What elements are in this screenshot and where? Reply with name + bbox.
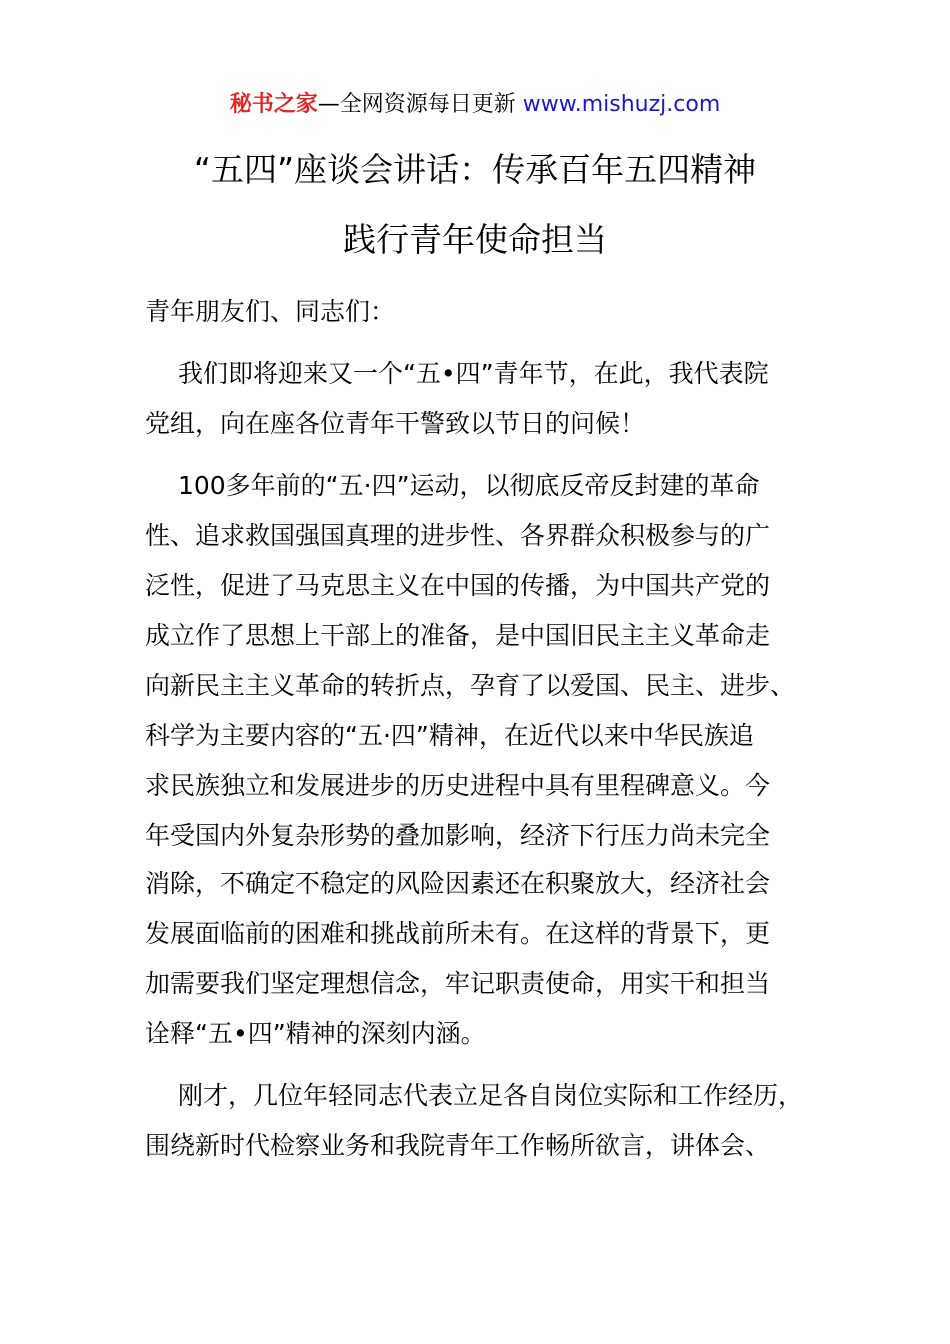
paragraph-line: 年受国内外复杂形势的叠加影响，经济下行压力尚未完全 (145, 821, 771, 850)
paragraph-line: 科学为主要内容的“五·四”精神，在近代以来中华民族追 (145, 721, 754, 750)
paragraph-line: 求民族独立和发展进步的历史进程中具有里程碑意义。今 (145, 771, 771, 800)
document-title-line-1: “五四”座谈会讲话：传承百年五四精神 (193, 150, 757, 189)
paragraph-line: 消除，不确定不稳定的风险因素还在积聚放大，经济社会 (145, 869, 771, 898)
site-header (0, 88, 950, 122)
paragraph-line: 泛性，促进了马克思主义在中国的传播，为中国共产党的 (145, 571, 771, 600)
paragraph-line: 加需要我们坚定理想信念，牢记职责使命，用实干和担当 (145, 969, 771, 998)
salutation: 青年朋友们、同志们： (145, 297, 396, 326)
document-title-line-2: 践行青年使命担当 (343, 220, 607, 259)
paragraph-line: 诠释“五•四”精神的深刻内涵。 (145, 1019, 486, 1048)
paragraph-line: 围绕新时代检察业务和我院青年工作畅所欲言，讲体会、 (145, 1131, 771, 1160)
paragraph-line: 100多年前的“五·四”运动，以彻底反帝反封建的革命 (145, 471, 760, 500)
paragraph-line: 我们即将迎来又一个“五•四”青年节，在此，我代表院 (145, 359, 769, 388)
site-url-link[interactable]: www.mishuzj.com (522, 92, 721, 117)
site-slogan: —全网资源每日更新 (317, 92, 523, 117)
paragraph-line: 成立作了思想上干部上的准备，是中国旧民主主义革命走 (145, 621, 771, 650)
paragraph-line: 刚才，几位年轻同志代表立足各自岗位实际和工作经历， (145, 1081, 803, 1110)
paragraph-line: 向新民主主义革命的转折点，孕育了以爱国、民主、进步、 (145, 671, 796, 700)
paragraph-line: 性、追求救国强国真理的进步性、各界群众积极参与的广 (145, 521, 771, 550)
paragraph-line: 发展面临前的困难和挑战前所未有。在这样的背景下，更 (145, 919, 771, 948)
site-brand: 秘书之家 (229, 92, 318, 117)
paragraph-line: 党组，向在座各位青年干警致以节日的问候！ (145, 409, 646, 438)
